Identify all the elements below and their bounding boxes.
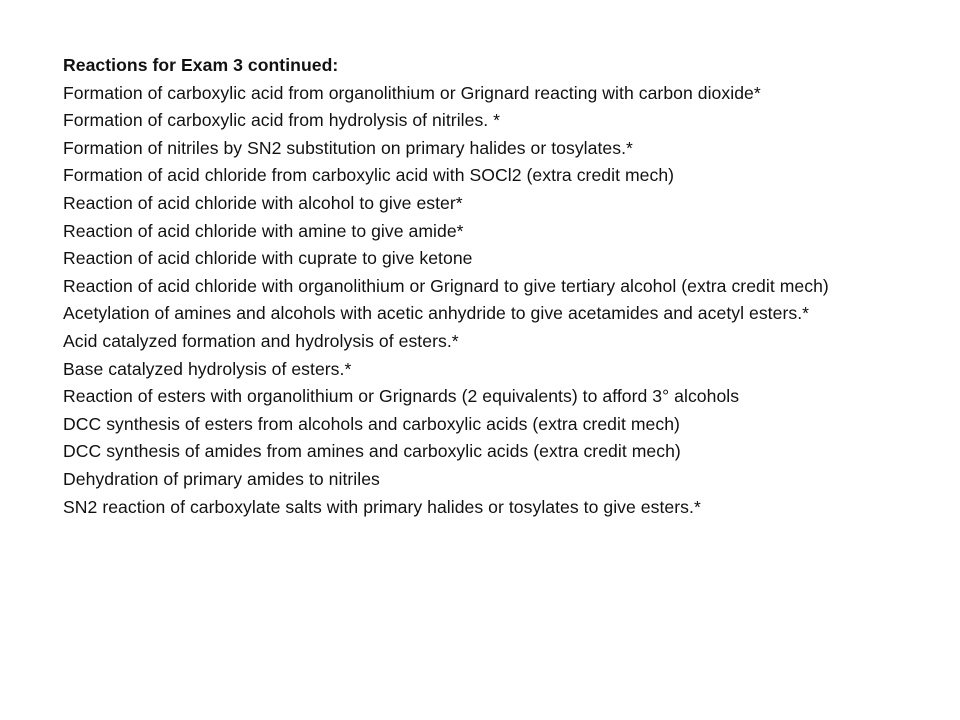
reaction-item: Acetylation of amines and alcohols with acetic anhydride to give acetamides and acetyl esters.* xyxy=(63,303,810,324)
reaction-item: SN2 reaction of carboxylate salts with primary halides or tosylates to give esters.* xyxy=(63,496,701,517)
reaction-item: DCC synthesis of amides from amines and carboxylic acids (extra credit mech) xyxy=(63,441,681,462)
reaction-item: Formation of carboxylic acid from organolithium or Grignard reacting with carbon dioxide* xyxy=(63,82,761,103)
reaction-item: Reaction of acid chloride with cuprate to give ketone xyxy=(63,248,473,269)
reaction-item: Formation of carboxylic acid from hydrolysis of nitriles. * xyxy=(63,110,501,131)
reaction-item: Dehydration of primary amides to nitriles xyxy=(63,468,380,489)
reaction-item: Formation of nitriles by SN2 substitution on primary halides or tosylates.* xyxy=(63,137,633,158)
page-title: Reactions for Exam 3 continued: xyxy=(63,55,339,75)
reaction-item: Base catalyzed hydrolysis of esters.* xyxy=(63,358,352,379)
reaction-list xyxy=(63,52,943,521)
reaction-item: Reaction of esters with organolithium or Grignards (2 equivalents) to afford 3° alcohols xyxy=(63,386,740,407)
reaction-item: DCC synthesis of esters from alcohols and carboxylic acids (extra credit mech) xyxy=(63,413,680,434)
reaction-item: Reaction of acid chloride with amine to give amide* xyxy=(63,220,464,241)
reaction-item: Formation of acid chloride from carboxylic acid with SOCl2 (extra credit mech) xyxy=(63,165,675,186)
reaction-item: Reaction of acid chloride with alcohol to give ester* xyxy=(63,192,463,213)
reaction-item: Reaction of acid chloride with organolithium or Grignard to give tertiary alcohol (extra credit mech) xyxy=(63,275,829,296)
reaction-item: Acid catalyzed formation and hydrolysis of esters.* xyxy=(63,330,459,351)
